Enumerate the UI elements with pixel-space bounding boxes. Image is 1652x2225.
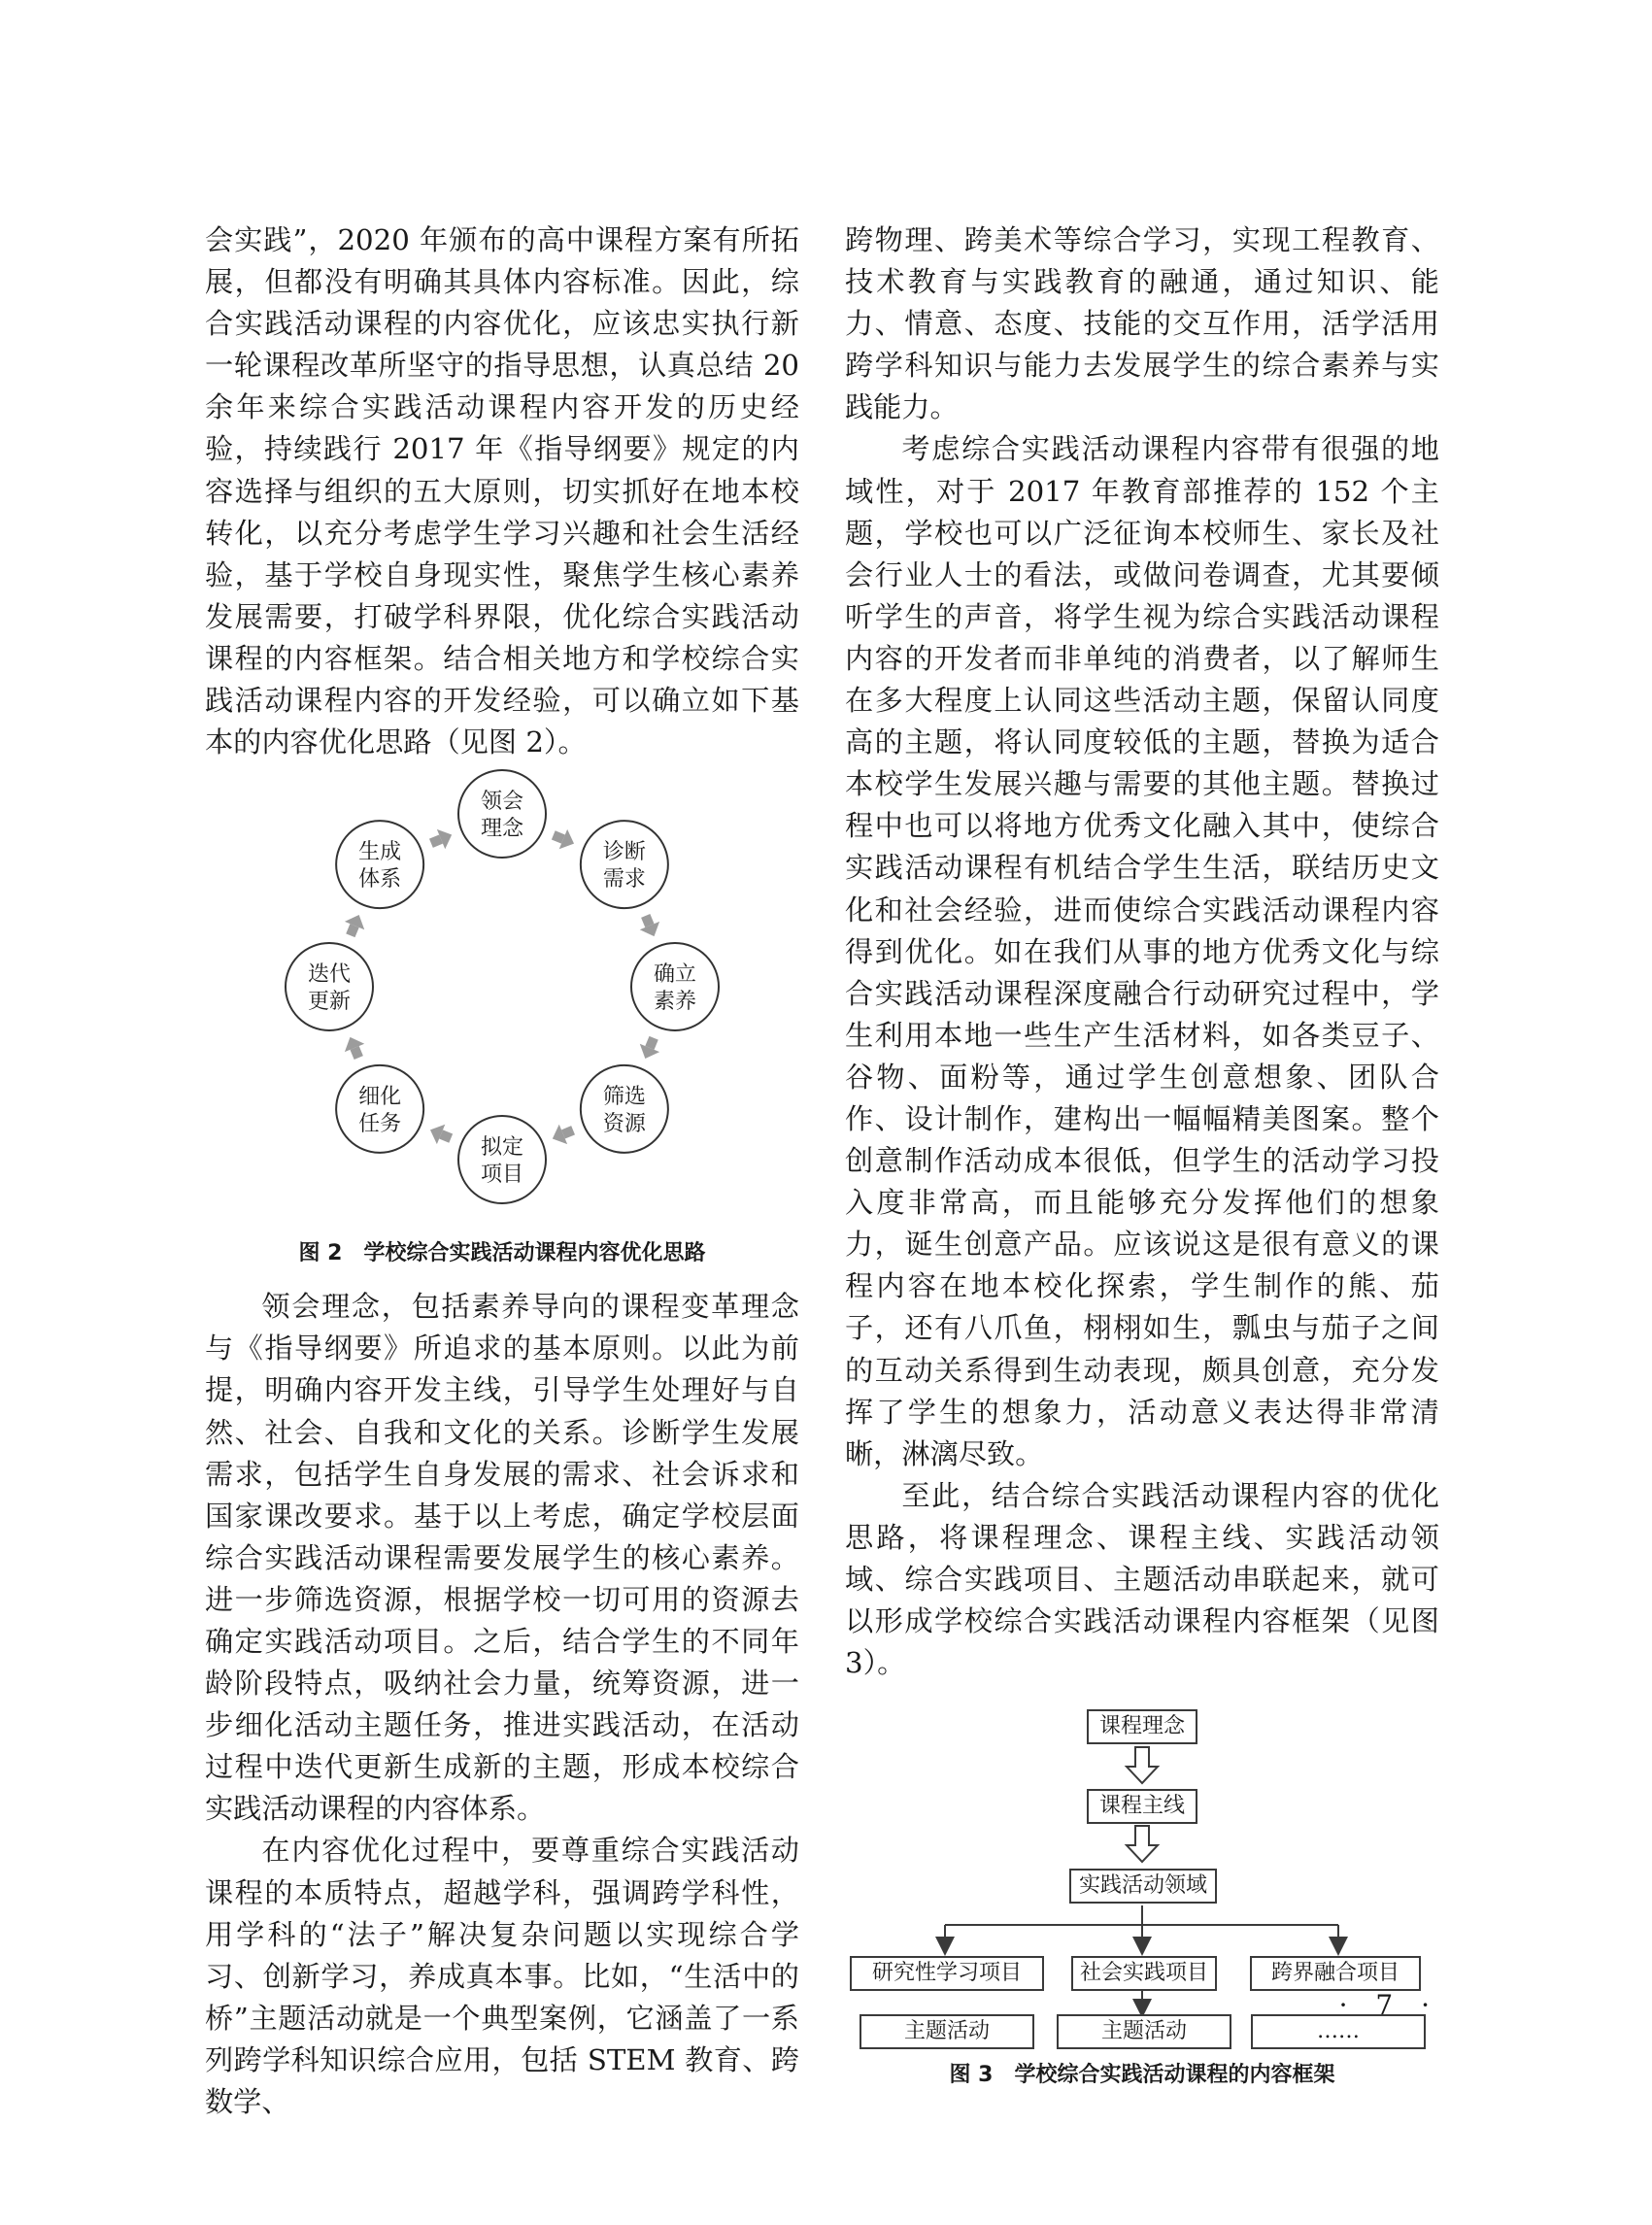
cycle-node-label: 确立 (653, 962, 697, 988)
cycle-node-label: 项目 (480, 1163, 524, 1188)
hollow-arrow-2 (1127, 1826, 1158, 1862)
cycle-node-label: 筛选 (602, 1085, 646, 1110)
right-paragraph-2: 考虑综合实践活动课程内容带有很强的地域性，对于 2017 年教育部推荐的 152 个主题，学校也可以广泛征询本校师生、家长及社会行业人士的看法，或做问卷调查，尤其要倾听学生的声音，将学生视为综合实践活动课程内容的开发者而非单纯的消费者，以了解师生在多大程度上认同这些活动主题，保留认同度高的主题，将认同度较低的主题，替换为适合本校学生发展兴趣与需要的其他主题。替换过程中也可以将地方优秀文化融入其中，使综合实践活动课程有机结合学生生活，联结历史文化和社会经验，进而使综合实践活动课程内容得到优化。如在我们从事的地方优秀文化与综合实践活动课程深度融合行动研究过程中，学生利用本地一些生产生活材料，如各类豆子、谷物、面粉等，通过学生创意想象、团队合作、设计制作，建构出一幅幅精美图案。整个创意制作活动成本很低，但学生的活动学习投入度非常高，而且能够充分发挥他们的想象力，诞生创意产品。应该说这是很有意义的课程内容在地本校化探索，学生制作的熊、茄子，还有八爪鱼，栩栩如生，瓢虫与茄子之间的互动关系得到生动表现，颇具创意，充分发挥了学生的想象力，活动意义表达得非常清晰，淋漓尽致。 (845, 432, 1439, 1470)
cycle-arrow (340, 1033, 368, 1062)
left-paragraph-2: 领会理念，包括素养导向的课程变革理念与《指导纲要》所追求的基本原则。以此为前提，明确内容开发主线，引导学生处理好与自然、社会、自我和文化的关系。诊断学生发展需求，包括学生自身发展的需求、社会诉求和国家课改要求。基于以上考虑，确定学校层面综合实践活动课程需要发展学生的核心素养。进一步筛选资源，根据学校一切可用的资源去确定实践活动项目。之后，结合学生的不同年龄阶段特点，吸纳社会力量，统筹资源，进一步细化活动主题任务，推进实践活动，在活动过程中迭代更新生成新的主题，形成本校综合实践活动课程的内容体系。 (205, 1290, 799, 1826)
left-paragraph-3: 在内容优化过程中，要尊重综合实践活动课程的本质特点，超越学科，强调跨学科性，用学科的“法子”解决复杂问题以实现综合学习、创新学习，养成真本事。比如，“生活中的桥”主题活动就是一个典型案例，它涵盖了一系列跨学科知识综合应用，包括 STEM 教育、跨数学、 (205, 1834, 799, 2118)
right-paragraph-3: 至此，结合综合实践活动课程内容的优化思路，将课程理念、课程主线、实践活动领域、综合实践项目、主题活动串联起来，就可以形成学校综合实践活动课程内容框架（见图 3）。 (845, 1478, 1439, 1680)
cycle-node-label: 任务 (358, 1112, 402, 1137)
box-research-project: 研究性学习项目 (850, 1956, 1044, 1991)
figure-3-caption: 图 3 学校综合实践活动课程的内容框架 (949, 2063, 1335, 2088)
cycle-node-label: 诊断 (602, 840, 646, 865)
cycle-node-circle (631, 943, 719, 1030)
cycle-arrow (635, 1034, 663, 1063)
cycle-node-label: 细化 (358, 1085, 402, 1110)
box-course-mainline: 课程主线 (1087, 1789, 1197, 1824)
box-crossover-project: 跨界融合项目 (1250, 1956, 1421, 1991)
cycle-arrow (549, 1121, 578, 1149)
box-practice-domain: 实践活动领域 (1069, 1869, 1217, 1904)
cycle-arrow (341, 911, 369, 940)
figure-2-cycle-diagram (205, 763, 799, 1239)
hollow-arrow-1 (1127, 1747, 1158, 1783)
right-column (845, 219, 1439, 2107)
cycle-node-label: 素养 (653, 990, 697, 1015)
cycle-node-circle (458, 770, 546, 858)
cycle-node-circle (286, 943, 373, 1030)
cycle-node-label: 迭代 (307, 962, 352, 988)
cycle-arrow (426, 1120, 455, 1148)
box-course-concept: 课程理念 (1087, 1709, 1197, 1744)
figure-2-caption: 图 2 学校综合实践活动课程内容优化思路 (298, 1241, 706, 1266)
cycle-node-label: 资源 (602, 1112, 646, 1137)
cycle-node-label: 更新 (307, 990, 352, 1015)
cycle-node-label: 生成 (358, 840, 402, 865)
cycle-arrow (427, 826, 456, 854)
cycle-arrow (550, 826, 579, 854)
box-theme-activity-2: 主题活动 (1057, 2014, 1231, 2049)
page-number: · 7 · (1338, 1989, 1439, 2021)
right-paragraph-1: 跨物理、跨美术等综合学习，实现工程教育、技术教育与实践教育的融通，通过知识、能力、情意、态度、技能的交互作用，活学活用跨学科知识与能力去发展学生的综合素养与实践能力。 (845, 223, 1439, 424)
box-ellipsis: …… (1251, 2014, 1426, 2049)
cycle-node-label: 需求 (602, 867, 646, 893)
cycle-node-label: 理念 (480, 817, 524, 842)
cycle-node-circle (458, 1116, 546, 1203)
box-theme-activity-1: 主题活动 (860, 2014, 1034, 2049)
left-column (205, 219, 799, 2123)
cycle-node-label: 体系 (358, 867, 402, 893)
left-paragraph-1: 会实践”，2020 年颁布的高中课程方案有所拓展，但都没有明确其具体内容标准。因此，综合实践活动课程的内容优化，应该忠实执行新一轮课程改革所坚守的指导思想，认真总结 20 余年来综合实践活动课程内容开发的历史经验，持续践行 2017 年《指导纲要》规定的内容选择与组织的五大原则，切实抓好在地本校转化，以充分考虑学生学习兴趣和社会生活经验，基于学校自身现实性，聚焦学生核心素养发展需要，打破学科界限，优化综合实践活动课程的内容框架。结合相关地方和学校综合实践活动课程内容的开发经验，可以确立如下基本的内容优化思路（见图 2）。 (205, 223, 799, 759)
cycle-node-label: 拟定 (480, 1135, 524, 1161)
cycle-diagram-svg (205, 763, 799, 1210)
box-social-practice-project: 社会实践项目 (1071, 1956, 1217, 1991)
cycle-node-label: 领会 (480, 790, 524, 815)
cycle-arrow (636, 912, 664, 941)
